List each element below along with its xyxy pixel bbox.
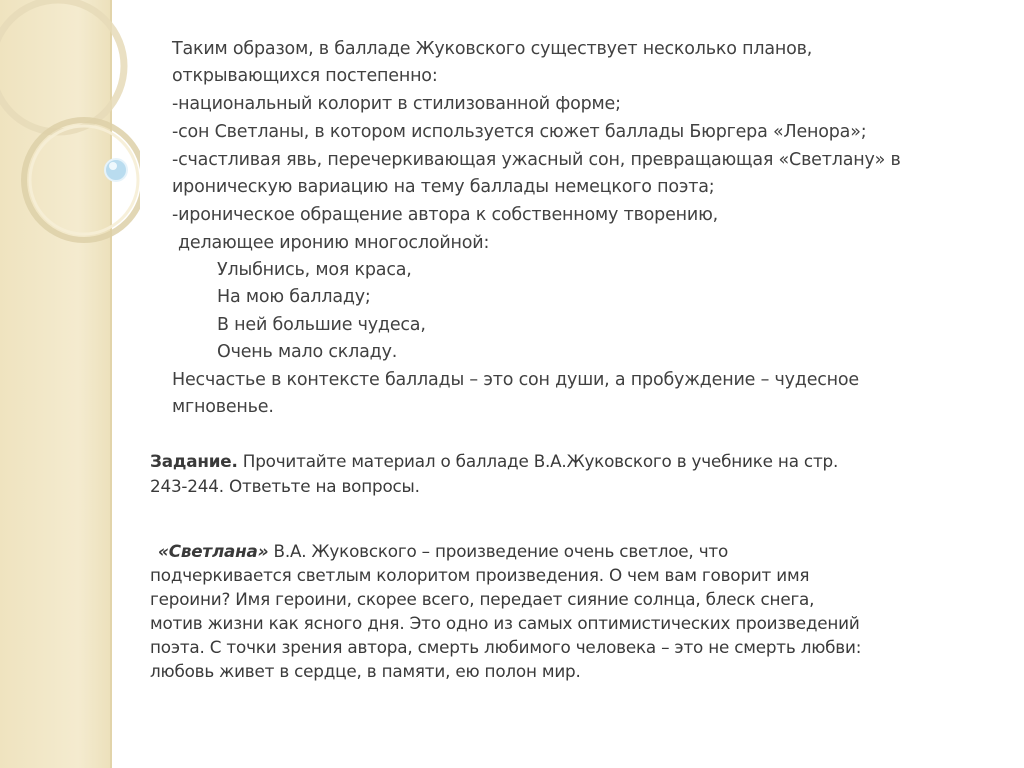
poem-line-1: Улыбнись, моя краса,: [217, 260, 412, 280]
intro-line-4: -сон Светланы, в котором используется сюжет баллады Бюргера «Ленора»;: [172, 122, 867, 142]
commentary-title: «Светлана»: [158, 541, 269, 561]
task-line-2: 243-244. Ответьте на вопросы.: [150, 476, 420, 496]
commentary-line-4: мотив жизни как ясного дня. Это одно из самых оптимистических произведений: [150, 613, 860, 633]
intro-line-8: делающее иронию многослойной:: [178, 233, 490, 253]
commentary-line-2: подчеркивается светлым колоритом произведения. О чем вам говорит имя: [150, 565, 810, 585]
intro-line-3: -национальный колорит в стилизованной форме;: [172, 94, 621, 114]
intro-line-7: -ироническое обращение автора к собственному творению,: [172, 205, 718, 225]
commentary-line-3: героини? Имя героини, скорее всего, передает сияние солнца, блеск снега,: [150, 589, 815, 609]
task-line-1: [150, 451, 838, 471]
conclusion-line-1: Несчастье в контексте баллады – это сон души, а пробуждение – чудесное: [172, 370, 859, 390]
intro-line-2: открывающихся постепенно:: [172, 66, 438, 86]
task-text: Прочитайте материал о балладе В.А.Жуковского в учебнике на стр.: [237, 451, 839, 471]
commentary-line-5: поэта. С точки зрения автора, смерть любимого человека – это не смерть любви:: [150, 637, 862, 657]
intro-line-5: -счастливая явь, перечеркивающая ужасный сон, превращающая «Светлану» в: [172, 150, 901, 170]
poem-line-2: На мою балладу;: [217, 287, 371, 307]
conclusion-line-2: мгновенье.: [172, 397, 274, 417]
intro-line-1: Таким образом, в балладе Жуковского существует несколько планов,: [172, 39, 813, 59]
task-label: Задание.: [150, 451, 238, 471]
commentary-first-line-rest: В.А. Жуковского – произведение очень светлое, что: [268, 541, 729, 561]
commentary-line-6: любовь живет в сердце, в памяти, ею полон мир.: [150, 661, 581, 681]
poem-line-3: В ней большие чудеса,: [217, 315, 426, 335]
intro-line-6: ироническую вариацию на тему баллады немецкого поэта;: [172, 177, 715, 197]
poem-line-4: Очень мало складу.: [217, 342, 398, 362]
commentary-line-1: [158, 541, 728, 561]
